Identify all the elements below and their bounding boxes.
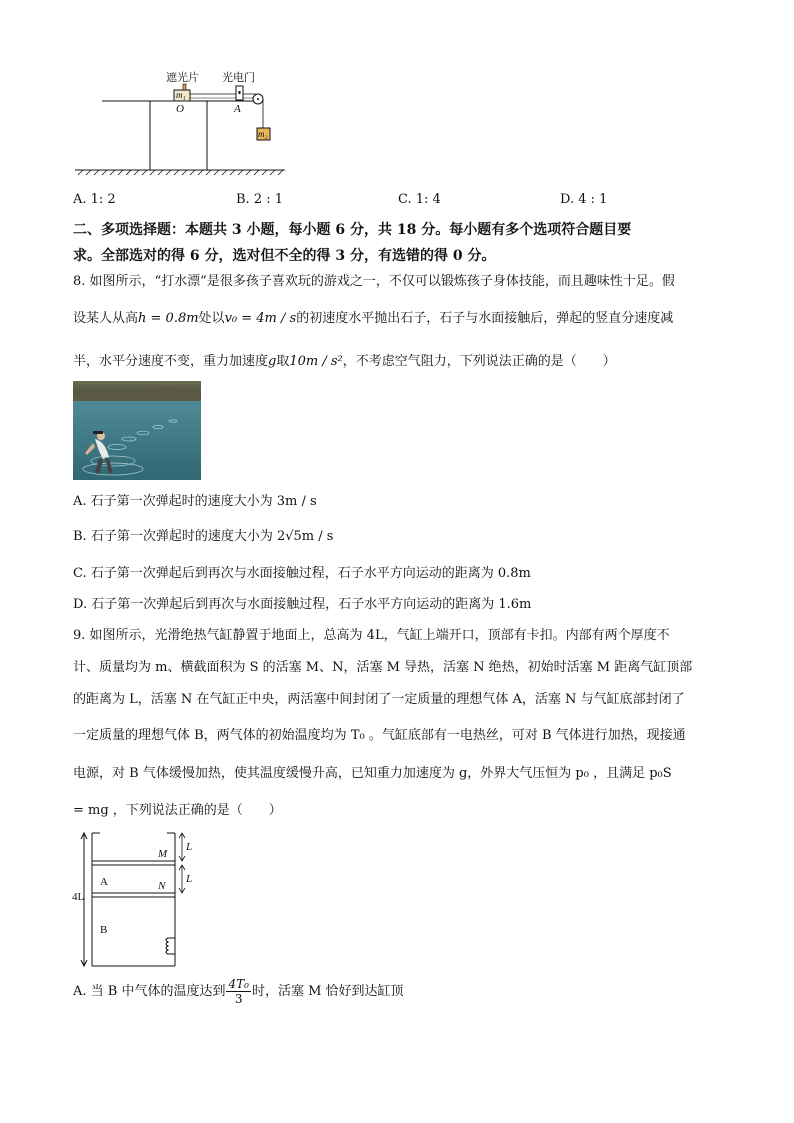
- q7-option-d[interactable]: D. 4 : 1: [560, 192, 608, 207]
- q8-stem-line3: 半，水平分速度不变，重力加速度g取10m / s²，不考虑空气阻力，下列说法正确的是（ ）: [73, 354, 616, 369]
- q9-stem-line1: 9. 如图所示，光滑绝热气缸静置于地面上，总高为 4L，气缸上端开口，顶部有卡扣。内部有两个厚度不: [73, 628, 670, 643]
- q9-option-a[interactable]: A. 当 B 中气体的温度达到 $\frac{\text{4T₀}}{3}$ 时，活塞 M 恰好到达缸顶: [73, 977, 404, 1006]
- q8-option-a[interactable]: A. 石子第一次弹起时的速度大小为 3m / s: [73, 494, 317, 509]
- fig9-label-M: M: [158, 848, 168, 860]
- section2-heading-line2: 求。全部选对的得 6 分，选对但不全的得 3 分，有选错的得 0 分。: [73, 248, 496, 264]
- fig9-label-B: B: [100, 924, 108, 936]
- fig9-label-L1: L: [186, 841, 193, 853]
- label-O: O: [176, 103, 184, 115]
- q9-stem-line6: = mg ，下列说法正确的是（ ）: [73, 803, 282, 818]
- fig9-label-N: N: [158, 880, 166, 892]
- q8-photo: [73, 381, 201, 480]
- q9-stem-line5: 电源，对 B 气体缓慢加热，使其温度缓慢升高，已知重力加速度为 g，外界大气压恒为 p₀ ，且满足 p₀S: [73, 766, 672, 781]
- q8-option-c[interactable]: C. 石子第一次弹起后到再次与水面接触过程，石子水平方向运动的距离为 0.8m: [73, 566, 531, 581]
- q9-stem-line2: 计、质量均为 m、横截面积为 S 的活塞 M、N，活塞 M 导热，活塞 N 绝热，初始时活塞 M 距离气缸顶部: [73, 660, 693, 675]
- q7-option-b[interactable]: B. 2 : 1: [236, 192, 284, 207]
- label-gate: 光电门: [222, 72, 255, 84]
- q9-stem-line4: 一定质量的理想气体 B，两气体的初始温度均为 T₀ 。气缸底部有一电热丝，可对 B 气体进行加热，现接通: [73, 728, 686, 743]
- label-shade: 遮光片: [166, 72, 199, 84]
- fig9-label-4L: 4L: [72, 891, 85, 903]
- label-A: A: [234, 103, 241, 115]
- section2-heading-line1: 二、多项选择题：本题共 3 小题，每小题 6 分，共 18 分。每小题有多个选项符合题目要: [73, 222, 632, 238]
- q9-stem-line3: 的距离为 L，活塞 N 在气缸正中央，两活塞中间封闭了一定质量的理想气体 A，活塞 N 与气缸底部封闭了: [73, 692, 685, 707]
- q8-stem-line2: 设某人从高h = 0.8m处以v₀ = 4m / s的初速度水平抛出石子，石子与水面接触后，弹起的竖直分速度减: [73, 311, 674, 326]
- heater-coil-icon: [166, 938, 175, 954]
- q8-option-d[interactable]: D. 石子第一次弹起后到再次与水面接触过程，石子水平方向运动的距离为 1.6m: [73, 597, 532, 612]
- fraction-4T0-over-3: $\frac{\text{4T₀}}{3}$: [228, 977, 249, 1006]
- q9-cylinder-figure: [70, 830, 200, 970]
- q8-stem-line1: 8. 如图所示，“打水漂”是很多孩子喜欢玩的游戏之一，不仅可以锻炼孩子身体技能，而且趣味性十足。假: [73, 274, 675, 289]
- q7-option-a[interactable]: A. 1: 2: [73, 192, 116, 207]
- fig9-label-L2: L: [186, 873, 193, 885]
- q8-option-b[interactable]: B. 石子第一次弹起时的速度大小为 2√5m / s: [73, 529, 334, 544]
- fig9-label-A: A: [100, 876, 108, 888]
- label-m1: m₁: [176, 90, 186, 100]
- label-m2: m₂: [258, 129, 268, 139]
- q7-option-c[interactable]: C. 1: 4: [398, 192, 441, 207]
